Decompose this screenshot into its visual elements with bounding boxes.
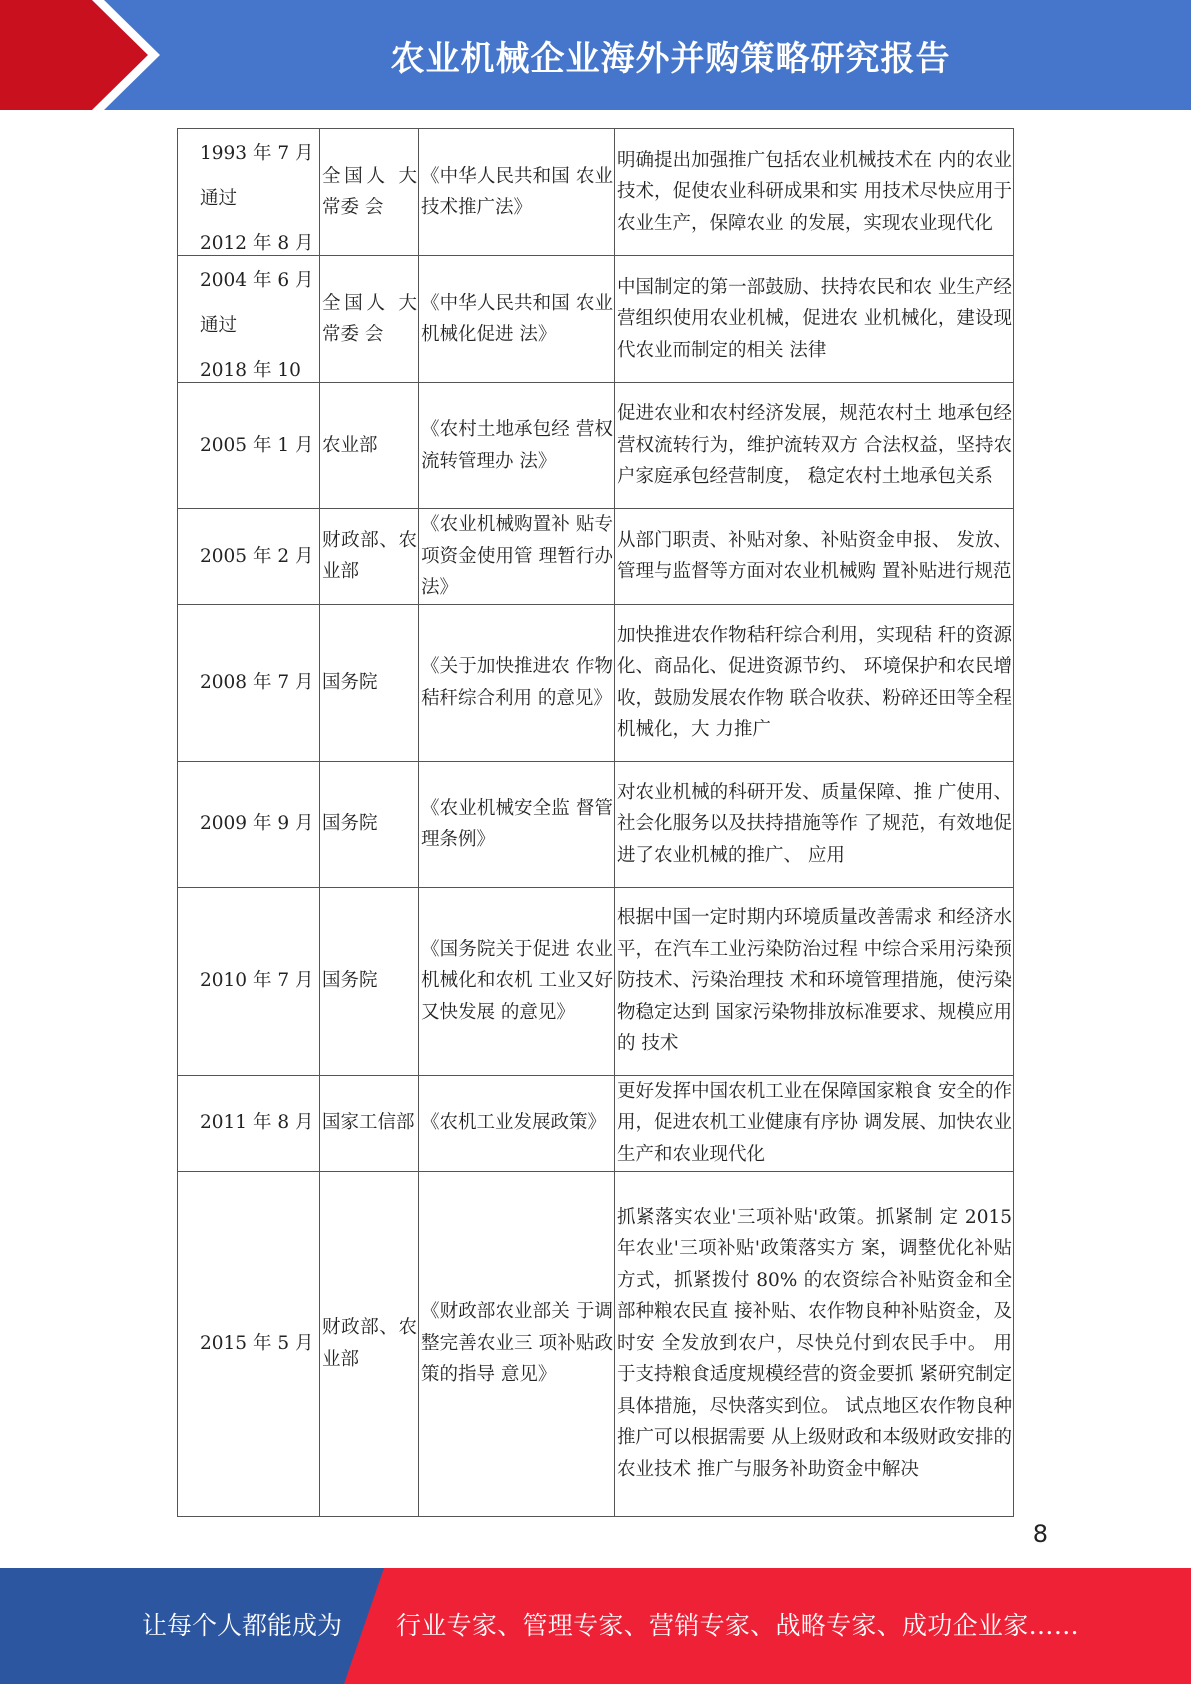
doc-cell: 《农机工业发展政策》 [419,1075,615,1171]
doc-cell: 《农村土地承包经 营权流转管理办 法》 [419,383,615,509]
org-cell: 全国人 大常委 会 [320,129,419,256]
org-cell: 财政部、农业部 [320,1171,419,1516]
table-row [178,887,1014,1075]
date-line: 通过 [200,188,238,209]
desc-cell: 根据中国一定时期内环境质量改善需求 和经济水平，在汽车工业污染防治过程 中综合采用污染预防技术、污染治理技 术和环境管理措施，使污染物稳定达到 国家污染物排放标准要求、规模应用的 技术 [615,887,1014,1075]
desc-cell: 促进农业和农村经济发展，规范农村土 地承包经营权流转行为，维护流转双方 合法权益，坚持农户家庭承包经营制度， 稳定农村土地承包关系 [615,383,1014,509]
table-row [178,1171,1014,1516]
table-row [178,604,1014,761]
org-cell: 农业部 [320,383,419,509]
doc-cell: 《中华人民共和国 农业机械化促进 法》 [419,256,615,383]
date-line: 2012 年 8 月 [200,233,314,254]
org-cell: 国务院 [320,887,419,1075]
desc-cell: 明确提出加强推广包括农业机械技术在 内的农业技术，促使农业科研成果和实 用技术尽快应用于农业生产，保障农业 的发展，实现农业现代化 [615,129,1014,256]
desc-cell: 抓紧落实农业'三项补贴'政策。抓紧制 定 2015 年农业'三项补贴'政策落实方 案，调整优化补贴方式，抓紧拨付 80% 的农资综合补贴资金和全部种粮农民直 接补贴、农作物良种补贴资金，及时安 全发放到农户，尽快兑付到农民手中。 用于支持粮食适度规模经营的资金要抓 紧研究制定具体措施，尽快落实到位。 试点地区农作物良种推广可以根据需要 从上级财政和本级财政安排的农业技术 推广与服务补助资金中解决 [615,1171,1014,1516]
doc-cell: 《农业机械安全监 督管理条例》 [419,761,615,887]
org-cell: 国务院 [320,761,419,887]
date-cell: 2015 年 5 月 [178,1171,320,1516]
table-row [178,129,1014,256]
footer-slogan-right: 行业专家、管理专家、营销专家、战略专家、成功企业家…… [396,1611,1080,1640]
doc-cell: 《国务院关于促进 农业机械化和农机 工业又好又快发展 的意见》 [419,887,615,1075]
page-header [0,0,1191,110]
org-cell: 国务院 [320,604,419,761]
table-row [178,761,1014,887]
date-line: 1993 年 7 月 [200,143,314,164]
policy-table [177,128,1014,1517]
date-line: 通过 [200,315,238,336]
report-title: 农业机械企业海外并购策略研究报告 [390,38,951,79]
footer-slogan-left: 让每个人都能成为 [142,1611,343,1640]
page-number: 8 [1032,1520,1048,1548]
doc-cell: 《财政部农业部关 于调整完善农业三 项补贴政策的指导 意见》 [419,1171,615,1516]
date-cell: 2005 年 1 月 [178,383,320,509]
doc-cell: 《关于加快推进农 作物秸秆综合利用 的意见》 [419,604,615,761]
desc-cell: 对农业机械的科研开发、质量保障、推 广使用、社会化服务以及扶持措施等作 了规范，有效地促进了农业机械的推广、 应用 [615,761,1014,887]
table-row [178,383,1014,509]
date-cell: 2008 年 7 月 [178,604,320,761]
desc-cell: 从部门职责、补贴对象、补贴资金申报、 发放、管理与监督等方面对农业机械购 置补贴进行规范 [615,509,1014,605]
org-cell: 国家工信部 [320,1075,419,1171]
desc-cell: 更好发挥中国农机工业在保障国家粮食 安全的作用，促进农机工业健康有序协 调发展、加快农业生产和农业现代化 [615,1075,1014,1171]
date-cell [178,256,320,383]
date-cell: 2009 年 9 月 [178,761,320,887]
desc-cell: 加快推进农作物秸秆综合利用，实现秸 秆的资源化、商品化、促进资源节约、 环境保护和农民增收，鼓励发展农作物 联合收获、粉碎还田等全程机械化，大 力推广 [615,604,1014,761]
date-cell: 2005 年 2 月 [178,509,320,605]
date-cell: 2011 年 8 月 [178,1075,320,1171]
table-row [178,1075,1014,1171]
date-line: 2018 年 10 [200,360,301,381]
table-row [178,509,1014,605]
org-cell: 财政部、农业部 [320,509,419,605]
doc-cell: 《农业机械购置补 贴专项资金使用管 理暂行办法》 [419,509,615,605]
doc-cell: 《中华人民共和国 农业技术推广法》 [419,129,615,256]
org-cell: 全国人 大常委 会 [320,256,419,383]
desc-cell: 中国制定的第一部鼓励、扶持农民和农 业生产经营组织使用农业机械，促进农 业机械化，建设现代农业而制定的相关 法律 [615,256,1014,383]
page-footer [0,1568,1191,1684]
date-cell: 2010 年 7 月 [178,887,320,1075]
date-line: 2004 年 6 月 [200,270,314,291]
date-cell [178,129,320,256]
table-row [178,256,1014,383]
